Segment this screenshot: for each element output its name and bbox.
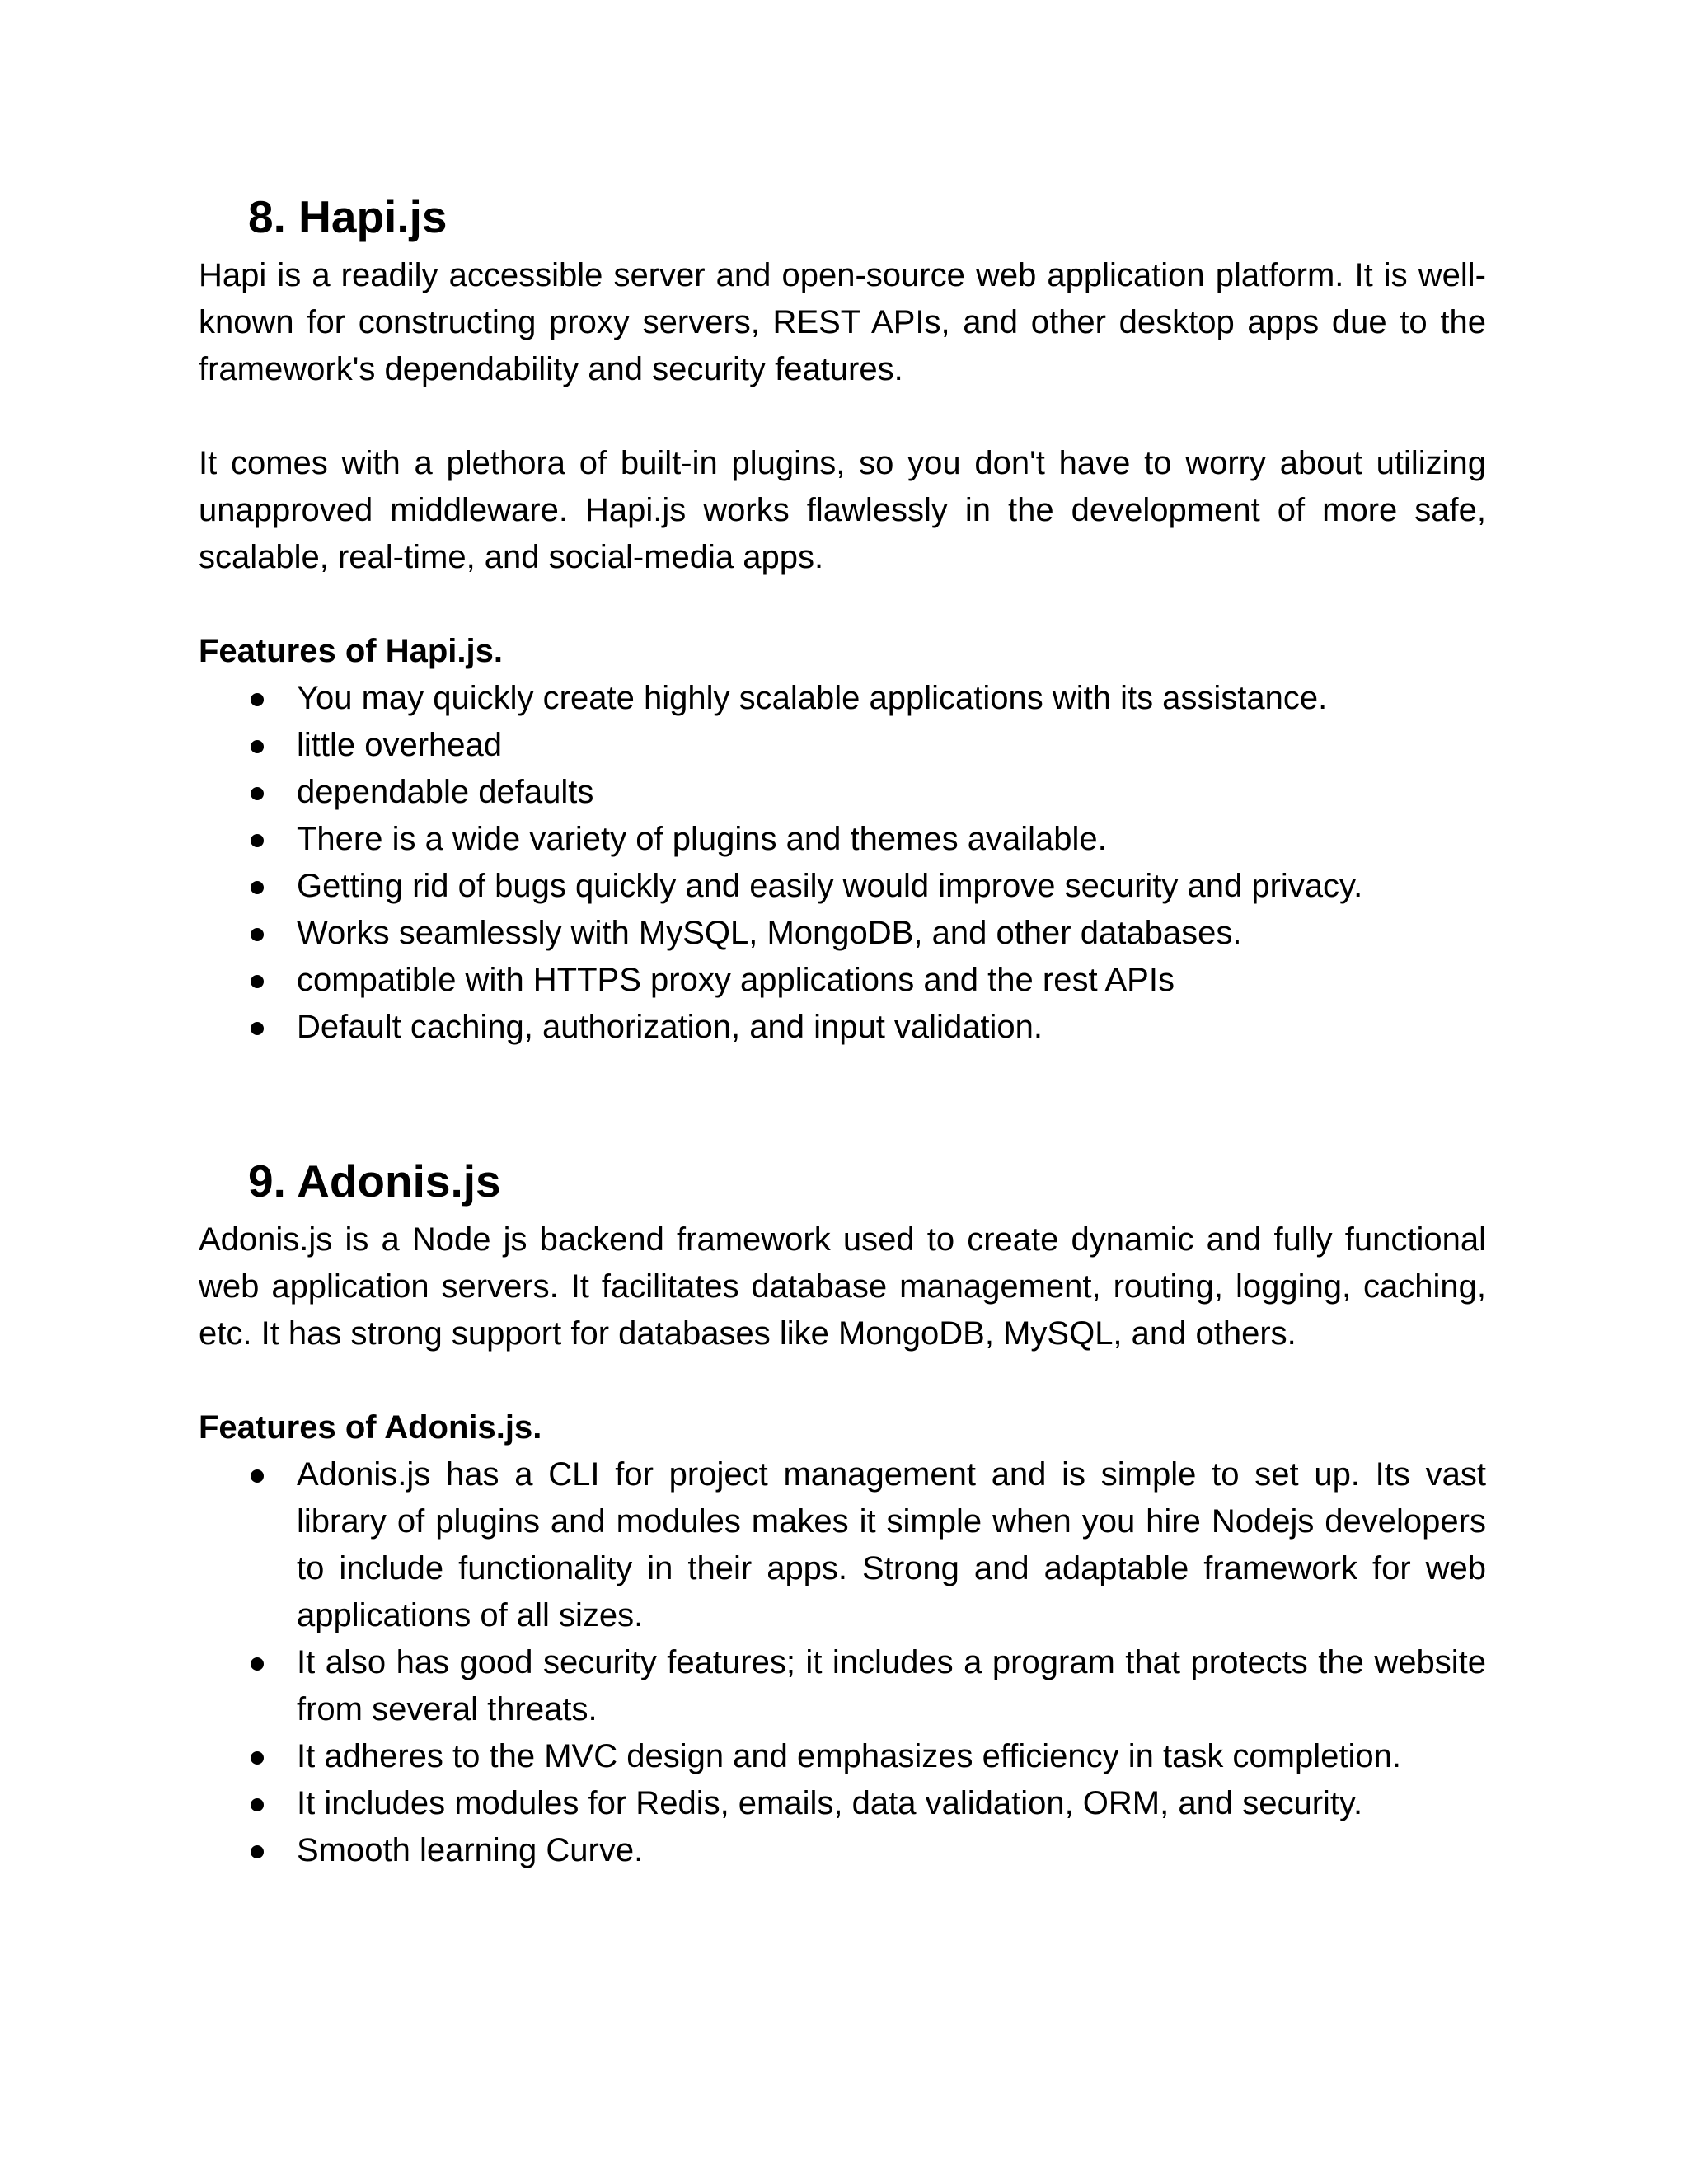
bullet-icon	[251, 1657, 264, 1671]
list-item	[199, 1639, 1486, 1733]
section-paragraph: Adonis.js is a Node js backend framework used to create dynamic and fully functional web application servers. It facilitates database management, routing, logging, caching, etc. It has strong support for databases like MongoDB, MySQL, and others.	[199, 1221, 1486, 1352]
list-item-text: Works seamlessly with MySQL, MongoDB, and other databases.	[297, 915, 1242, 951]
bullet-icon	[251, 1751, 264, 1765]
features-title: Features of Adonis.js.	[199, 1409, 542, 1446]
bullet-icon	[251, 1469, 264, 1483]
bullet-icon	[251, 1845, 264, 1858]
list-item	[199, 722, 1486, 769]
list-item	[199, 1827, 1486, 1874]
bullet-icon	[251, 881, 264, 894]
list-item-text: dependable defaults	[297, 774, 594, 810]
features-list	[199, 1451, 1486, 1874]
list-item-text: Default caching, authorization, and input validation.	[297, 1009, 1043, 1045]
list-item	[199, 675, 1486, 722]
list-item-text: Adonis.js has a CLI for project management and is simple to set up. Its vast library of plugins and modules makes it simple when you hire Nodejs developers to include functionality in their apps. Strong and adaptable framework for web applications of all sizes.	[297, 1456, 1486, 1633]
bullet-icon	[251, 787, 264, 800]
list-item	[199, 769, 1486, 816]
section-heading: 9. Adonis.js	[248, 1155, 501, 1207]
list-item-text: Getting rid of bugs quickly and easily would improve security and privacy.	[297, 868, 1363, 904]
list-item	[199, 1004, 1486, 1051]
features-title: Features of Hapi.js.	[199, 633, 503, 669]
section-hapi-js	[199, 185, 1486, 1051]
section-heading: 8. Hapi.js	[248, 191, 448, 242]
list-item-text: It also has good security features; it includes a program that protects the website from several threats.	[297, 1644, 1486, 1727]
list-item-text: It adheres to the MVC design and emphasizes efficiency in task completion.	[297, 1738, 1401, 1774]
features-list	[199, 675, 1486, 1051]
list-item	[199, 1733, 1486, 1780]
bullet-icon	[251, 975, 264, 988]
list-item	[199, 957, 1486, 1004]
bullet-icon	[251, 928, 264, 941]
list-item	[199, 910, 1486, 957]
bullet-icon	[251, 834, 264, 847]
section-adonis-js	[199, 1150, 1486, 1874]
section-paragraph: Hapi is a readily accessible server and open-source web application platform. It is well-known for constructing proxy servers, REST APIs, and other desktop apps due to the framework's dependability and security features.	[199, 257, 1486, 387]
list-item	[199, 1451, 1486, 1639]
bullet-icon	[251, 1022, 264, 1035]
section-paragraph: It comes with a plethora of built-in plugins, so you don't have to worry about utilizing unapproved middleware. Hapi.js works flawlessly in the development of more safe, scalable, real-time, and social-media apps.	[199, 445, 1486, 575]
list-item	[199, 1780, 1486, 1827]
list-item	[199, 816, 1486, 863]
list-item-text: There is a wide variety of plugins and themes available.	[297, 821, 1107, 857]
document-content	[199, 185, 1486, 1874]
list-item-text: You may quickly create highly scalable applications with its assistance.	[297, 680, 1328, 716]
list-item-text: Smooth learning Curve.	[297, 1832, 644, 1868]
list-item-text: compatible with HTTPS proxy applications and the rest APIs	[297, 962, 1175, 998]
bullet-icon	[251, 693, 264, 706]
list-item-text: little overhead	[297, 727, 503, 763]
list-item-text: It includes modules for Redis, emails, data validation, ORM, and security.	[297, 1785, 1363, 1821]
bullet-icon	[251, 740, 264, 753]
bullet-icon	[251, 1798, 264, 1811]
list-item	[199, 863, 1486, 910]
